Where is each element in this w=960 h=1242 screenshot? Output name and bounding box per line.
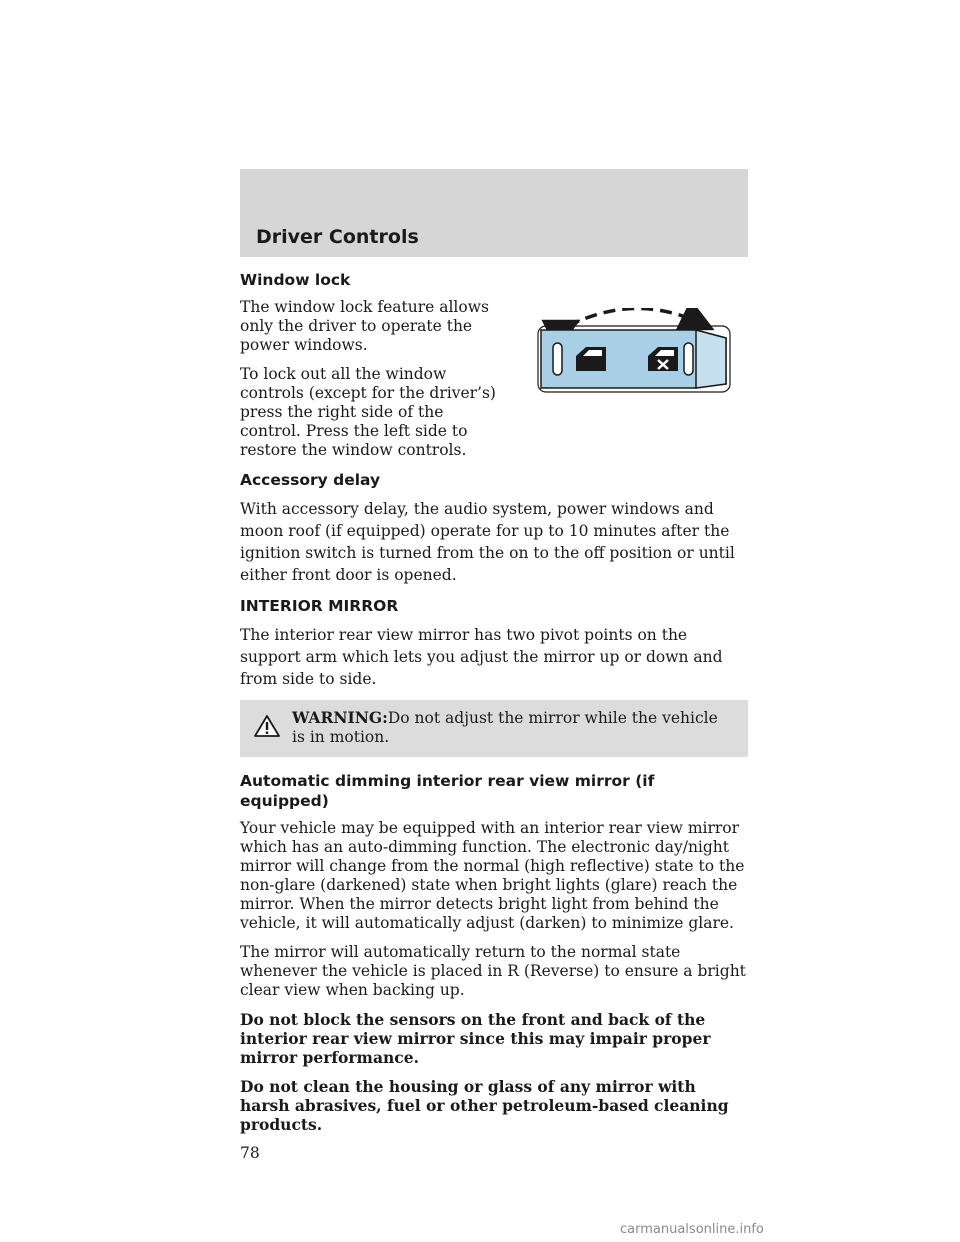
- auto-dimming-heading: Automatic dimming interior rear view mirror (if equipped): [240, 772, 655, 810]
- window-lock-para-2: To lock out all the window controls (except for the driver’s) press the right side of the control. Press the left side to restore the window controls.: [240, 365, 496, 459]
- warning-text: Do not adjust the mirror while the vehicle is in motion.: [292, 709, 718, 746]
- warning-box: [240, 700, 748, 757]
- auto-dimming-para-1: Your vehicle may be equipped with an interior rear view mirror which has an auto-dimming function. The electronic day/night mirror will change from the normal (high reflective) state to the non-glare (darkened) state when bright lights (glare) reach the mirror. When the mirror detects bright light from behind the vehicle, it will automatically adjust (darken) to minimize glare.: [240, 819, 745, 932]
- auto-dimming-bold-1: Do not block the sensors on the front and back of the interior rear view mirror since this may impair proper mirror performance.: [240, 1010, 711, 1067]
- interior-mirror-heading: INTERIOR MIRROR: [240, 597, 399, 615]
- window-lock-para-1: The window lock feature allows only the driver to operate the power windows.: [240, 298, 489, 354]
- interior-mirror-para: The interior rear view mirror has two pivot points on the support arm which lets you adjust the mirror up or down and from side to side.: [240, 626, 723, 688]
- page-content: [240, 270, 748, 1173]
- accessory-delay-para: With accessory delay, the audio system, power windows and moon roof (if equipped) operate for up to 10 minutes after the ignition switch is turned from the on to the off position or until either front door is opened.: [240, 500, 735, 584]
- window-lock-section: [240, 270, 748, 470]
- warning-triangle-icon: [254, 714, 280, 738]
- window-lock-heading: Window lock: [240, 271, 351, 289]
- warning-label: WARNING:: [292, 708, 388, 727]
- accessory-delay-heading: Accessory delay: [240, 471, 381, 489]
- page-number: 78: [240, 1144, 260, 1162]
- watermark: carmanualsonline.info: [620, 1222, 764, 1237]
- auto-dimming-para-2: The mirror will automatically return to the normal state whenever the vehicle is placed in R (Reverse) to ensure a bright clear view when backing up.: [240, 943, 746, 999]
- section-title: Driver Controls: [256, 226, 419, 248]
- auto-dimming-bold-2: Do not clean the housing or glass of any mirror with harsh abrasives, fuel or other petroleum-based cleaning products.: [240, 1077, 729, 1134]
- window-lock-switch-icon: [536, 308, 736, 438]
